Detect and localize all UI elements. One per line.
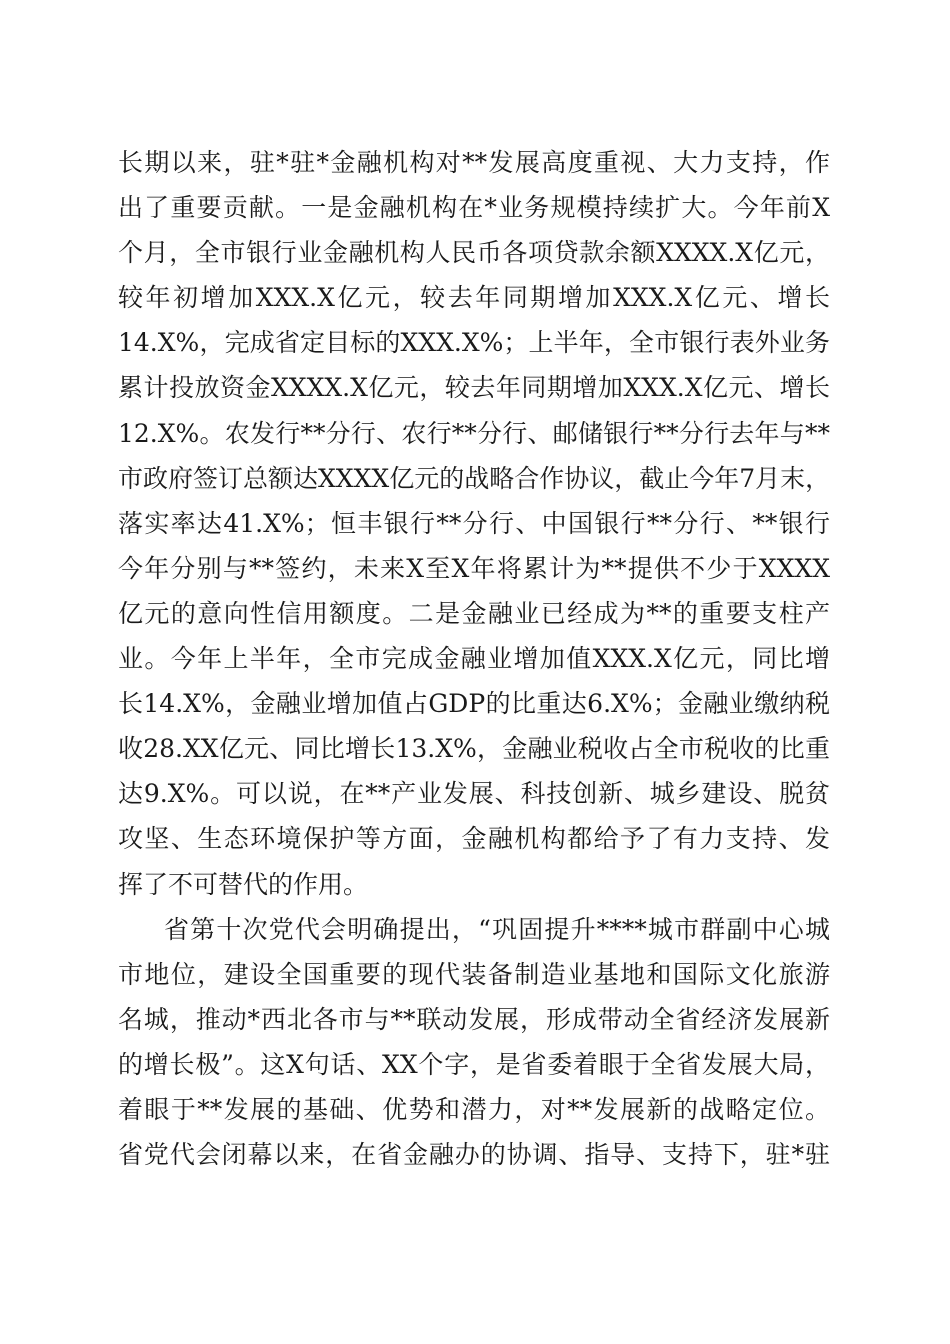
- paragraph-line: 省第十次党代会明确提出，“巩固提升****城市群副中心城: [164, 914, 830, 944]
- paragraph-line: 今年分别与**签约，未来X至X年将累计为**提供不少于XXXX: [118, 553, 830, 583]
- paragraph-line: 的增长极”。这X句话、XX个字，是省委着眼于全省发展大局，: [118, 1049, 830, 1079]
- paragraph-2: [118, 907, 830, 1178]
- paragraph-line: 攻坚、生态环境保护等方面，金融机构都给予了有力支持、发: [118, 824, 830, 854]
- paragraph-line: 长期以来，驻*驻*金融机构对**发展高度重视、大力支持，作: [118, 148, 830, 177]
- paragraph-line: 市地位，建设全国重要的现代装备制造业基地和国际文化旅游: [118, 959, 830, 989]
- paragraph-line: 挥了不可替代的作用。: [118, 869, 369, 899]
- paragraph-line: 亿元的意向性信用额度。二是金融业已经成为**的重要支柱产: [118, 598, 830, 628]
- paragraph-line: 14.X%，完成省定目标的XXX.X%；上半年，全市银行表外业务: [118, 328, 830, 358]
- paragraph-line: 市政府签订总额达XXXX亿元的战略合作协议，截止今年7月末，: [118, 463, 830, 493]
- paragraph-line: 个月，全市银行业金融机构人民币各项贷款余额XXXX.X亿元，: [118, 238, 830, 268]
- paragraph-line: 业。今年上半年，全市完成金融业增加值XXX.X亿元，同比增: [118, 644, 830, 674]
- paragraph-1: [118, 140, 830, 907]
- paragraph-line: 收28.XX亿元、同比增长13.X%，金融业税收占全市税收的比重: [118, 734, 830, 764]
- paragraph-line: 着眼于**发展的基础、优势和潜力，对**发展新的战略定位。: [118, 1094, 830, 1124]
- paragraph-line: 累计投放资金XXXX.X亿元，较去年同期增加XXX.X亿元、增长: [118, 373, 830, 403]
- paragraph-line: 12.X%。农发行**分行、农行**分行、邮储银行**分行去年与**: [118, 418, 830, 448]
- paragraph-line: 名城，推动*西北各市与**联动发展，形成带动全省经济发展新: [118, 1004, 830, 1034]
- paragraph-line: 较年初增加XXX.X亿元，较去年同期增加XXX.X亿元、增长: [118, 283, 830, 313]
- paragraph-line: 出了重要贡献。一是金融机构在*业务规模持续扩大。今年前X: [118, 193, 830, 223]
- paragraph-line: 达9.X%。可以说，在**产业发展、科技创新、城乡建设、脱贫: [118, 779, 830, 809]
- body-text: [118, 140, 830, 1177]
- paragraph-line: 落实率达41.X%；恒丰银行**分行、中国银行**分行、**银行: [118, 508, 830, 538]
- paragraph-line: 长14.X%，金融业增加值占GDP的比重达6.X%；金融业缴纳税: [118, 689, 830, 719]
- paragraph-line: 省党代会闭幕以来，在省金融办的协调、指导、支持下，驻*驻: [118, 1140, 830, 1170]
